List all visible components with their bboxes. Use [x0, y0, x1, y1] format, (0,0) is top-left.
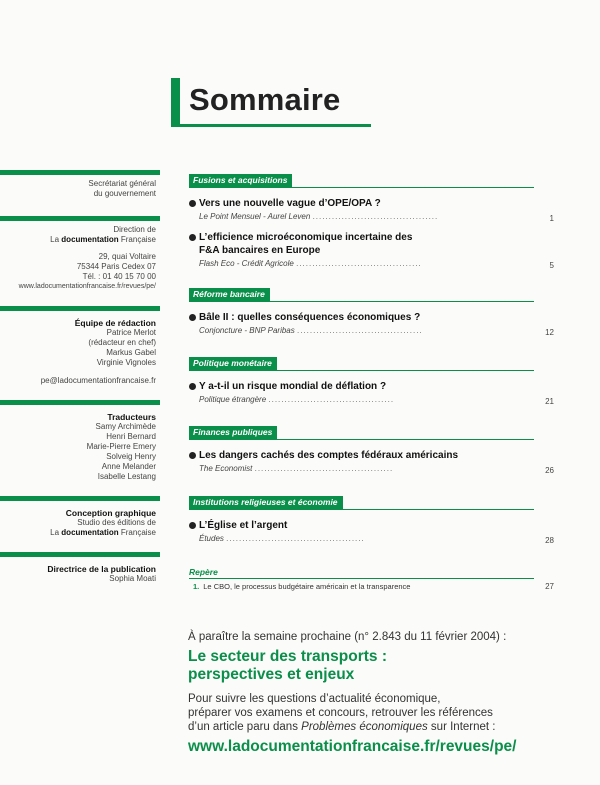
next-issue-promo	[188, 631, 588, 756]
next-issue-intro: À paraître la semaine prochaine (n° 2.843 du 11 février 2004) :	[188, 631, 507, 643]
page-number: 26	[545, 466, 554, 475]
article-source: Le Point Mensuel - Aurel Leven	[199, 212, 311, 221]
repere-heading: Repère	[189, 567, 218, 577]
page-number: 12	[545, 328, 554, 337]
next-issue-headline: Le secteur des transports : perspectives et enjeux	[188, 648, 387, 683]
traducteurs-block	[0, 400, 160, 482]
article-title: Les dangers cachés des comptes fédéraux américains	[199, 450, 459, 461]
editor-name: Virginie Vignoles	[96, 358, 156, 367]
section-header	[189, 170, 534, 188]
article-source: The Economist	[199, 464, 253, 473]
section-label: Finances publiques	[189, 426, 277, 439]
direction-line: Direction de	[113, 225, 156, 234]
page-number: 5	[549, 261, 554, 270]
toc-entry[interactable]: L’efficience microéconomique incertaine des F&A bancaires en Europe Flash Eco - Crédit Agricole ....................................... 5	[189, 231, 429, 270]
article-title: Vers une nouvelle vague d’OPE/OPA ?	[199, 198, 381, 209]
toc-entry[interactable]: Bâle II : quelles conséquences économiques ? Conjoncture - BNP Paribas ....................................... 12	[189, 311, 534, 337]
translator-name: Marie-Pierre Emery	[86, 442, 156, 451]
directrice-heading: Directrice de la publication	[47, 564, 156, 574]
conception-line: Studio des éditions de	[77, 518, 156, 527]
direction-block	[0, 216, 160, 292]
repere-entry[interactable]: 1. Le CBO, le processus budgétaire américain et la transparence 27	[193, 582, 554, 591]
email-link[interactable]: pe@ladocumentationfrancaise.fr	[40, 376, 156, 385]
secretariat-line: Secrétariat général	[88, 179, 156, 188]
page-number: 27	[545, 582, 554, 591]
article-source: Politique étrangère	[199, 395, 267, 404]
section-label: Politique monétaire	[189, 357, 277, 370]
secretariat-block	[0, 170, 160, 199]
website-url-link[interactable]: www.ladocumentationfrancaise.fr/revues/pe/	[188, 738, 517, 755]
toc-entry[interactable]: L’Église et l’argent Études ........................................... 28	[189, 519, 534, 545]
masthead-column	[0, 170, 160, 584]
article-title: Bâle II : quelles conséquences économiques ?	[199, 312, 421, 323]
translator-name: Henri Bernard	[106, 432, 156, 441]
page-title: Sommaire	[189, 82, 341, 117]
editor-name: Patrice Merlot	[106, 328, 156, 337]
page-number: 28	[545, 536, 554, 545]
page-number: 21	[545, 397, 554, 406]
promo-body: Pour suivre les questions d’actualité économique, préparer vos examens et concours, retrouver les références d’un article paru dans Problèmes économiques sur Internet :	[188, 693, 496, 733]
traducteurs-heading: Traducteurs	[107, 412, 156, 422]
bullet-icon	[189, 452, 196, 459]
toc-entry[interactable]: Vers une nouvelle vague d’OPE/OPA ? Le Point Mensuel - Aurel Leven ....................................... 1	[189, 197, 534, 223]
editor-name: Markus Gabel	[106, 348, 156, 357]
publisher-name: La documentation Française	[50, 528, 156, 537]
publisher-name: La documentation Française	[50, 235, 156, 244]
title-underline	[171, 124, 371, 127]
article-source: Études	[199, 534, 224, 543]
bullet-icon	[189, 200, 196, 207]
address-line: 75344 Paris Cedex 07	[76, 262, 156, 271]
translator-name: Solveig Henry	[106, 452, 156, 461]
bullet-icon	[189, 522, 196, 529]
section-header	[189, 492, 534, 510]
bullet-icon	[189, 314, 196, 321]
section-label: Réforme bancaire	[189, 288, 270, 301]
address-line: 29, quai Voltaire	[98, 252, 156, 261]
section-label: Fusions et acquisitions	[189, 174, 292, 187]
section-header	[189, 284, 534, 302]
secretariat-line: du gouvernement	[93, 189, 156, 198]
translator-name: Anne Melander	[101, 462, 156, 471]
bullet-icon	[189, 234, 196, 241]
directrice-name: Sophia Moati	[109, 574, 156, 583]
article-source: Conjoncture - BNP Paribas	[199, 326, 295, 335]
table-of-contents	[189, 170, 554, 591]
article-title: L’Église et l’argent	[199, 520, 288, 531]
section-header	[189, 353, 534, 371]
section-label: Institutions religieuses et économie	[189, 496, 343, 509]
redaction-heading: Équipe de rédaction	[74, 318, 156, 328]
article-title: Y a-t-il un risque mondial de déflation ?	[199, 381, 387, 392]
directrice-block	[0, 552, 160, 584]
editor-role: (rédacteur en chef)	[88, 338, 156, 347]
conception-block	[0, 496, 160, 538]
title-accent-bar	[171, 78, 180, 124]
conception-heading: Conception graphique	[65, 508, 156, 518]
toc-entry[interactable]: Y a-t-il un risque mondial de déflation ? Politique étrangère ....................................... 21	[189, 380, 534, 406]
toc-entry[interactable]: Les dangers cachés des comptes fédéraux américains The Economist ........................................... 26	[189, 449, 534, 475]
article-title: L’efficience microéconomique incertaine des F&A bancaires en Europe	[199, 232, 413, 256]
redaction-block	[0, 306, 160, 386]
phone-line: Tél. : 01 40 15 70 00	[82, 272, 156, 281]
repere-title: Le CBO, le processus budgétaire américain et la transparence	[203, 582, 411, 591]
website-link[interactable]: www.ladocumentationfrancaise.fr/revues/pe/	[18, 283, 156, 290]
translator-name: Isabelle Lestang	[97, 472, 156, 481]
page-number: 1	[549, 214, 554, 223]
bullet-icon	[189, 383, 196, 390]
section-header	[189, 422, 534, 440]
article-source: Flash Eco - Crédit Agricole	[199, 259, 294, 268]
repere-block	[189, 567, 554, 591]
translator-name: Samy Archimède	[95, 422, 156, 431]
